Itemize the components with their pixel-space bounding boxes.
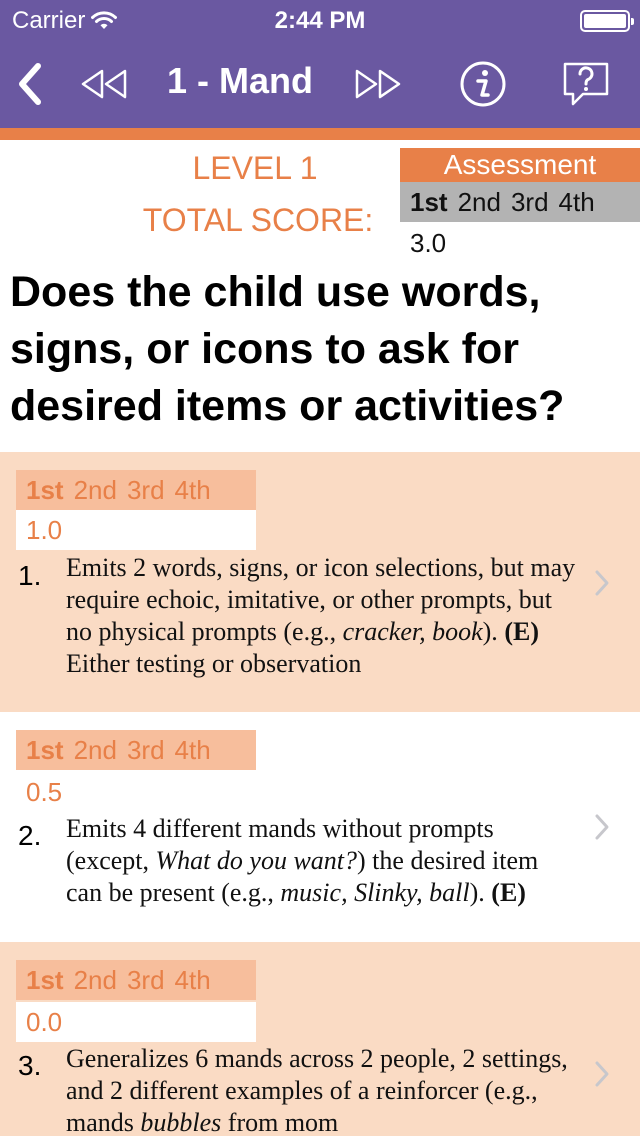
list-item[interactable] xyxy=(0,712,640,942)
item-tabs xyxy=(16,470,256,510)
item-number: 3. xyxy=(18,1050,42,1081)
accent-divider xyxy=(0,128,640,140)
item-score: 0.0 xyxy=(16,1002,256,1042)
item-tab-3rd[interactable]: 3rd xyxy=(126,734,165,765)
previous-button[interactable] xyxy=(76,52,132,116)
chevron-right-icon xyxy=(592,1059,612,1089)
item-tab-1st[interactable]: 1st xyxy=(26,474,64,505)
item-tab-2nd[interactable]: 2nd xyxy=(73,964,117,995)
item-tabs xyxy=(16,960,256,1000)
help-icon xyxy=(561,60,611,108)
question-text: Does the child use words, signs, or icons to ask for desired items or activities? xyxy=(10,268,565,430)
assessment-tabs xyxy=(400,182,640,222)
item-tab-1st[interactable]: 1st xyxy=(26,964,64,995)
item-tab-3rd[interactable]: 3rd xyxy=(126,964,165,995)
level-label: LEVEL 1 xyxy=(192,150,318,186)
item-tab-4th[interactable]: 4th xyxy=(174,734,211,765)
list-item[interactable] xyxy=(0,452,640,712)
assessment-tab-1st[interactable]: 1st xyxy=(410,186,448,217)
item-score: 0.5 xyxy=(26,777,63,807)
item-tabs xyxy=(16,730,256,770)
total-score-value: 3.0 xyxy=(410,228,447,258)
chevron-right-icon xyxy=(592,812,612,842)
item-number: 2. xyxy=(18,820,42,851)
item-tab-4th[interactable]: 4th xyxy=(174,964,211,995)
next-button[interactable] xyxy=(350,52,406,116)
status-time: 2:44 PM xyxy=(274,7,366,34)
item-tab-4th[interactable]: 4th xyxy=(174,474,211,505)
assessment-tab-2nd[interactable]: 2nd xyxy=(457,186,501,217)
item-tab-2nd[interactable]: 2nd xyxy=(73,474,117,505)
fast-forward-icon xyxy=(353,68,403,100)
assessment-header: Assessment xyxy=(400,148,640,182)
status-bar xyxy=(0,0,640,40)
help-button[interactable] xyxy=(558,52,614,116)
item-number: 1. xyxy=(18,560,42,591)
assessment-tab-4th[interactable]: 4th xyxy=(558,186,595,217)
item-description: Emits 2 words, signs, or icon selections, but may require echoic, imitative, or other prompts, but no physical prompts (e.g., cracker, book). (E) Either testing or observation xyxy=(66,553,576,678)
item-description: Emits 4 different mands without prompts (except, What do you want?) the desired item can be present (e.g., music, Slinky, ball). (E) xyxy=(66,814,539,907)
chevron-right-icon xyxy=(592,568,612,598)
list-item[interactable] xyxy=(0,942,640,1136)
assessment-tab-3rd[interactable]: 3rd xyxy=(510,186,549,217)
item-tab-2nd[interactable]: 2nd xyxy=(73,734,117,765)
page-title: 1 - Mand xyxy=(166,60,313,101)
total-score-label: TOTAL SCORE: xyxy=(142,202,374,238)
info-button[interactable] xyxy=(455,52,511,116)
battery-icon xyxy=(580,10,630,32)
item-tab-3rd[interactable]: 3rd xyxy=(126,474,165,505)
item-description: Generalizes 6 mands across 2 people, 2 settings, and 2 different examples of a reinforcer (e.g., mands bubbles from mom xyxy=(66,1044,568,1136)
chevron-left-icon xyxy=(16,62,44,106)
rewind-icon xyxy=(79,68,129,100)
nav-bar xyxy=(0,0,640,128)
carrier-label: Carrier xyxy=(12,7,86,34)
info-icon xyxy=(459,60,507,108)
item-score: 1.0 xyxy=(16,510,256,550)
item-tab-1st[interactable]: 1st xyxy=(26,734,64,765)
back-button[interactable] xyxy=(8,52,52,116)
